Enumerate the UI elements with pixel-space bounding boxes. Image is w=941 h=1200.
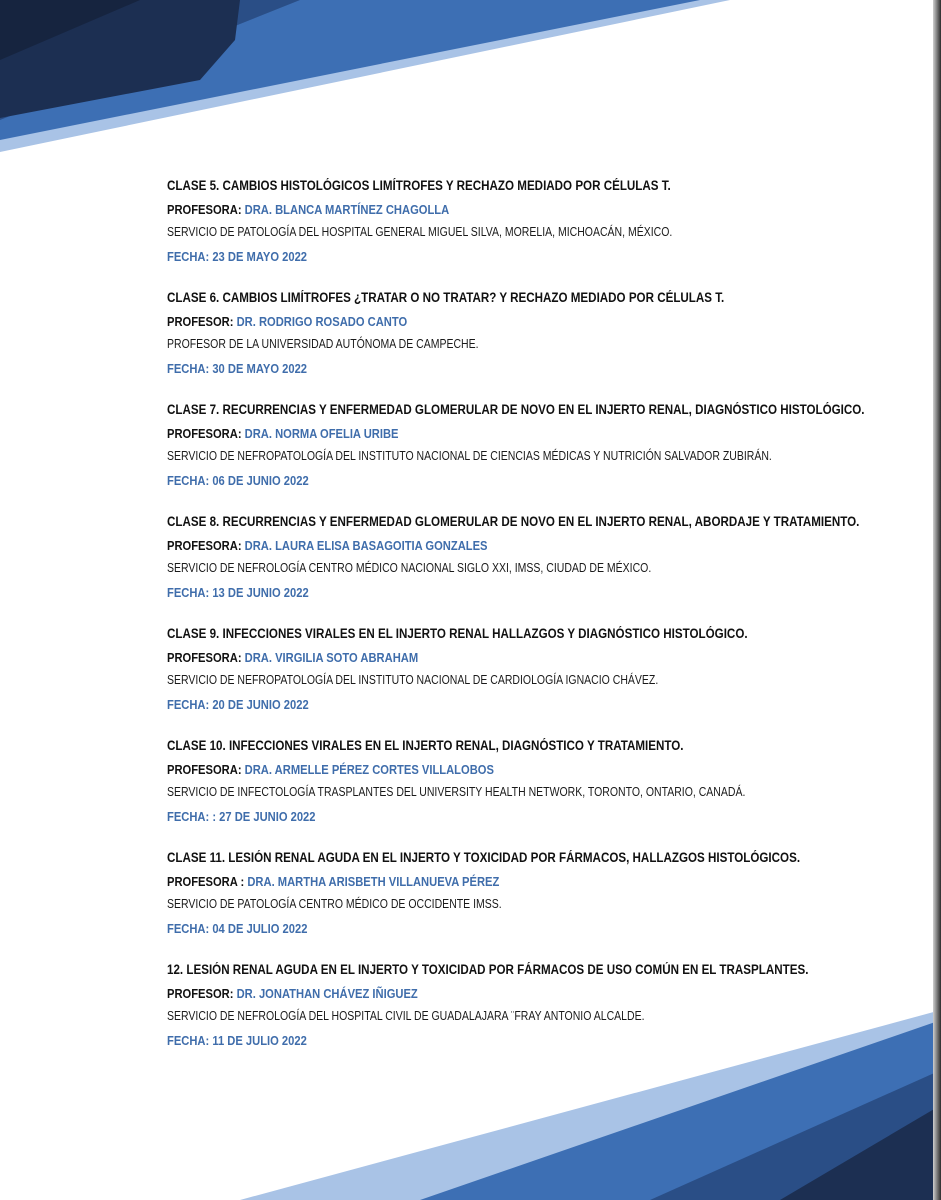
instructor-name: DRA. BLANCA MARTÍNEZ CHAGOLLA bbox=[244, 201, 450, 217]
class-item bbox=[167, 622, 867, 716]
instructor-name: DRA. MARTHA ARISBETH VILLANUEVA PÉREZ bbox=[247, 873, 500, 889]
instructor-name: DRA. NORMA OFELIA URIBE bbox=[244, 425, 399, 441]
class-date: FECHA: 30 DE MAYO 2022 bbox=[167, 360, 308, 376]
class-item bbox=[167, 286, 867, 380]
instructor-name: DRA. LAURA ELISA BASAGOITIA GONZALES bbox=[244, 537, 488, 553]
class-title: CLASE 6. CAMBIOS LIMÍTROFES ¿TRATAR O NO TRATAR? Y RECHAZO MEDIADO POR CÉLULAS T. bbox=[167, 290, 725, 305]
instructor-affiliation: SERVICIO DE NEFROLOGÍA DEL HOSPITAL CIVIL DE GUADALAJARA ¨FRAY ANTONIO ALCALDE. bbox=[167, 1009, 645, 1023]
instructor-role: PROFESOR: bbox=[167, 313, 234, 329]
class-title: CLASE 11. LESIÓN RENAL AGUDA EN EL INJERTO Y TOXICIDAD POR FÁRMACOS, HALLAZGOS HISTOLÓGICOS. bbox=[167, 850, 801, 865]
instructor-affiliation: SERVICIO DE NEFROPATOLOGÍA DEL INSTITUTO NACIONAL DE CARDIOLOGÍA IGNACIO CHÁVEZ. bbox=[167, 673, 659, 687]
instructor-affiliation: SERVICIO DE PATOLOGÍA CENTRO MÉDICO DE OCCIDENTE IMSS. bbox=[167, 897, 502, 911]
top-decorative-banner bbox=[0, 0, 941, 160]
instructor-line bbox=[167, 310, 769, 334]
instructor-line bbox=[167, 646, 769, 670]
instructor-affiliation: SERVICIO DE INFECTOLOGÍA TRASPLANTES DEL UNIVERSITY HEALTH NETWORK, TORONTO, ONTARIO, CANADÁ. bbox=[167, 785, 746, 799]
instructor-affiliation: SERVICIO DE NEFROPATOLOGÍA DEL INSTITUTO NACIONAL DE CIENCIAS MÉDICAS Y NUTRICIÓN SALVADOR ZUBIRÁN. bbox=[167, 449, 772, 463]
instructor-role: PROFESORA: bbox=[167, 201, 242, 217]
class-item bbox=[167, 174, 867, 268]
class-title: CLASE 8. RECURRENCIAS Y ENFERMEDAD GLOMERULAR DE NOVO EN EL INJERTO RENAL, ABORDAJE Y TRATAMIENTO. bbox=[167, 514, 860, 529]
class-date: FECHA: 06 DE JUNIO 2022 bbox=[167, 472, 309, 488]
instructor-affiliation: SERVICIO DE NEFROLOGÍA CENTRO MÉDICO NACIONAL SIGLO XXI, IMSS, CIUDAD DE MÉXICO. bbox=[167, 561, 652, 575]
class-title: CLASE 10. INFECCIONES VIRALES EN EL INJERTO RENAL, DIAGNÓSTICO Y TRATAMIENTO. bbox=[167, 738, 684, 753]
instructor-name: DR. RODRIGO ROSADO CANTO bbox=[236, 313, 408, 329]
class-item bbox=[167, 510, 867, 604]
class-date: FECHA: 11 DE JULIO 2022 bbox=[167, 1032, 307, 1048]
class-schedule bbox=[167, 174, 867, 1070]
class-item bbox=[167, 958, 867, 1052]
class-title: CLASE 5. CAMBIOS HISTOLÓGICOS LIMÍTROFES Y RECHAZO MEDIADO POR CÉLULAS T. bbox=[167, 178, 671, 193]
instructor-line bbox=[167, 198, 769, 222]
instructor-line bbox=[167, 870, 769, 894]
class-date: FECHA: : 27 DE JUNIO 2022 bbox=[167, 808, 316, 824]
instructor-role: PROFESORA : bbox=[167, 873, 245, 889]
class-title: CLASE 7. RECURRENCIAS Y ENFERMEDAD GLOMERULAR DE NOVO EN EL INJERTO RENAL, DIAGNÓSTICO HISTOLÓGICO. bbox=[167, 402, 865, 417]
class-title: CLASE 9. INFECCIONES VIRALES EN EL INJERTO RENAL HALLAZGOS Y DIAGNÓSTICO HISTOLÓGICO. bbox=[167, 626, 748, 641]
class-date: FECHA: 13 DE JUNIO 2022 bbox=[167, 584, 309, 600]
instructor-role: PROFESORA: bbox=[167, 425, 242, 441]
class-item bbox=[167, 846, 867, 940]
instructor-role: PROFESOR: bbox=[167, 985, 234, 1001]
class-date: FECHA: 20 DE JUNIO 2022 bbox=[167, 696, 309, 712]
instructor-name: DRA. VIRGILIA SOTO ABRAHAM bbox=[244, 649, 419, 665]
instructor-name: DRA. ARMELLE PÉREZ CORTES VILLALOBOS bbox=[244, 761, 494, 777]
instructor-name: DR. JONATHAN CHÁVEZ IÑIGUEZ bbox=[236, 985, 418, 1001]
instructor-line bbox=[167, 534, 769, 558]
class-date: FECHA: 23 DE MAYO 2022 bbox=[167, 248, 308, 264]
instructor-line bbox=[167, 982, 769, 1006]
instructor-line bbox=[167, 422, 769, 446]
class-title: 12. LESIÓN RENAL AGUDA EN EL INJERTO Y TOXICIDAD POR FÁRMACOS DE USO COMÚN EN EL TRASPLANTES. bbox=[167, 962, 809, 977]
instructor-affiliation: SERVICIO DE PATOLOGÍA DEL HOSPITAL GENERAL MIGUEL SILVA, MORELIA, MICHOACÁN, MÉXICO. bbox=[167, 225, 673, 239]
instructor-role: PROFESORA: bbox=[167, 761, 242, 777]
instructor-role: PROFESORA: bbox=[167, 649, 242, 665]
class-item bbox=[167, 734, 867, 828]
instructor-role: PROFESORA: bbox=[167, 537, 242, 553]
page-frame-edge bbox=[933, 0, 941, 1200]
class-date: FECHA: 04 DE JULIO 2022 bbox=[167, 920, 308, 936]
instructor-line bbox=[167, 758, 769, 782]
class-item bbox=[167, 398, 867, 492]
instructor-affiliation: PROFESOR DE LA UNIVERSIDAD AUTÓNOMA DE CAMPECHE. bbox=[167, 337, 479, 351]
